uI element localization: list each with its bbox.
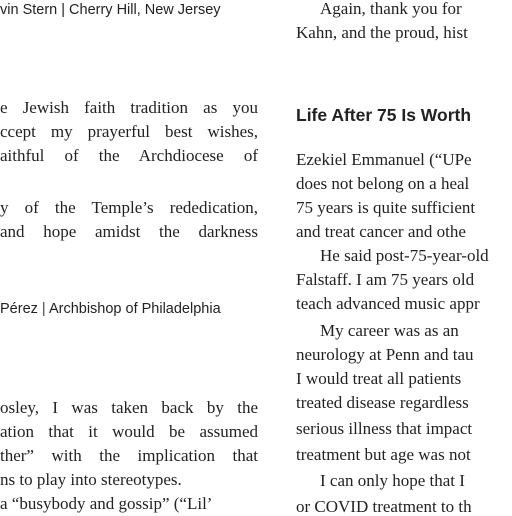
letter-line: Falstaff. I am 75 years old (296, 270, 475, 289)
letter-line: I can only hope that I (320, 471, 465, 490)
letter-byline: vin Stern | Cherry Hill, New Jersey (0, 2, 221, 18)
letter-line: My career was as an (320, 321, 459, 340)
byline-role: Archbishop of Philadelphia (48, 301, 221, 317)
letter-line: e Jewish faith tradition as you (0, 98, 258, 117)
letter-byline (0, 300, 260, 318)
letter-line: 75 years is quite sufficient (296, 198, 476, 217)
letter-line: serious illness that impact (296, 419, 473, 438)
letter-line: ccept my prayerful best wishes, (0, 122, 258, 141)
letter-line: ation that it would be assumed (0, 422, 258, 441)
letter-line: aithful of the Archdiocese of (0, 146, 258, 165)
letter-line: teach advanced music appr (296, 294, 480, 313)
letter-line: osley, I was taken back by the (0, 398, 258, 417)
byline-name: Pérez (0, 301, 38, 317)
letter-line: neurology at Penn and tau (296, 345, 474, 364)
letter-headline: Life After 75 Is Worth (296, 105, 472, 125)
letter-line: I would treat all patients (296, 369, 462, 388)
letter-line: treatment but age was not (296, 445, 471, 464)
letter-line: or COVID treatment to th (296, 497, 472, 516)
letter-line: ther” with the implication that (0, 446, 258, 465)
letter-line: treated disease regardless (296, 393, 469, 412)
letter-line: Again, thank you for (320, 0, 462, 18)
letter-line: ns to play into stereotypes. (0, 470, 182, 489)
letter-line: and hope amidst the darkness (0, 222, 258, 241)
letter-line: He said post-75-year-old (320, 246, 489, 265)
letter-line: a “busybody and gossip” (“Lil’ (0, 494, 213, 513)
letter-line: and treat cancer and othe (296, 222, 466, 241)
byline-separator: | (41, 301, 46, 317)
letter-line: y of the Temple’s rededication, (0, 198, 258, 217)
letter-line: does not belong on a heal (296, 174, 470, 193)
letter-line: Kahn, and the proud, hist (296, 23, 468, 42)
letter-line: Ezekiel Emmanuel (“UPe (296, 150, 472, 169)
